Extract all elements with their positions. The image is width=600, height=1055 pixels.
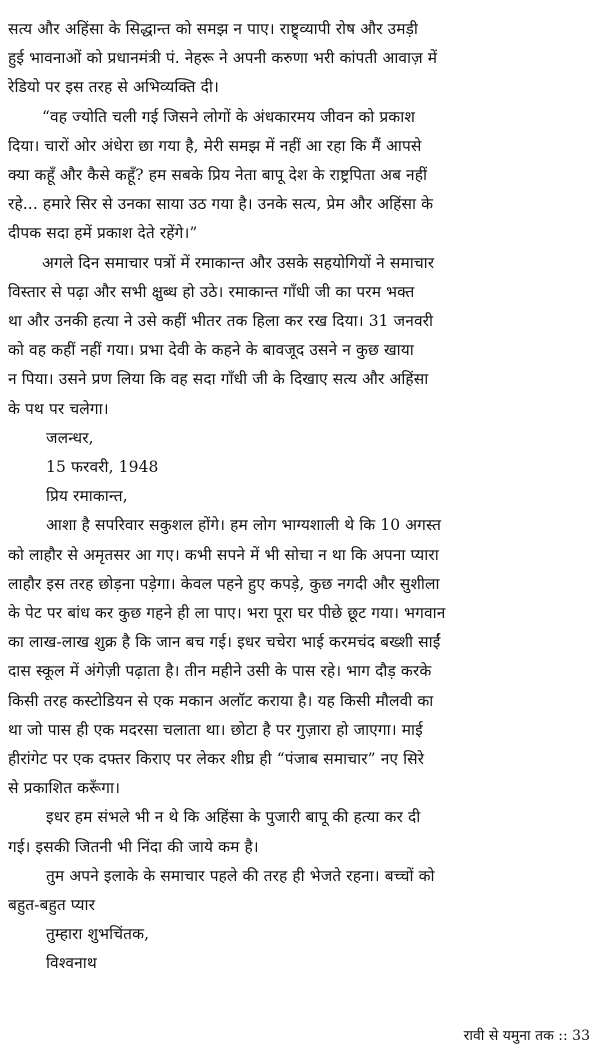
- text-line: किसी तरह कस्टोडियन से एक मकान अलॉट कराया है। यह किसी मौलवी का: [8, 691, 434, 710]
- text-line: रेडियो पर इस तरह से अभिव्यक्ति दी।: [8, 78, 219, 97]
- letter-date: 15 फरवरी, 1948: [46, 458, 159, 476]
- letter-salutation: प्रिय रमाकान्त,: [46, 487, 128, 506]
- text-line: तुम अपने इलाके के समाचार पहले की तरह ही भेजते रहना। बच्चों को: [46, 866, 435, 885]
- text-line: “वह ज्योति चली गई जिसने लोगों के अंधकारमय जीवन को प्रकाश: [42, 107, 415, 126]
- text-line: था और उनकी हत्या ने उसे कहीं भीतर तक हिला कर रख दिया। 31 जनवरी: [8, 312, 434, 330]
- letter-place: जलन्धर,: [46, 428, 94, 447]
- text-line: था जो पास ही एक मदरसा चलाता था। छोटा है पर गुज़ारा हो जाएगा। माई: [8, 720, 423, 739]
- text-line: के पथ पर चलेगा।: [8, 399, 109, 418]
- text-line: दीपक सदा हमें प्रकाश देते रहेंगे।”: [8, 224, 198, 243]
- page-footer: रावी से यमुना तक :: 33: [463, 1028, 590, 1044]
- letter-closing: तुम्हारा शुभचिंतक,: [46, 925, 150, 944]
- text-line: दिया। चारों ओर अंधेरा छा गया है, मेरी समझ में नहीं आ रहा कि मैं आपसे: [8, 136, 422, 155]
- text-line: गई। इसकी जितनी भी निंदा की जाये कम है।: [8, 837, 259, 856]
- text-line: हुई भावनाओं को प्रधानमंत्री पं. नेहरू ने अपनी करुणा भरी कांपती आवाज़ में: [8, 49, 438, 68]
- text-line: को लाहौर से अमृतसर आ गए। कभी सपने में भी सोचा न था कि अपना प्यारा: [8, 545, 439, 564]
- text-line: सत्य और अहिंसा के सिद्धान्त को समझ न पाए। राष्ट्र्व्यापी रोष और उमड़ी: [8, 20, 419, 38]
- letter-signature: विश्वनाथ: [46, 954, 97, 973]
- text-line: दास स्कूल में अंगेज़ी पढ़ाता है। तीन महीने उसी के पास रहे। भाग दौड़ करके: [8, 662, 432, 681]
- text-line: से प्रकाशित करूँगा।: [8, 779, 121, 798]
- text-line: इधर हम संभले भी न थे कि अहिंसा के पुजारी बापू की हत्या कर दी: [46, 808, 421, 827]
- text-line: क्या कहूँ और कैसे कहूँ? हम सबके प्रिय नेता बापू देश के राष्ट्रपिता अब नहीं: [8, 166, 428, 184]
- text-line: को वह कहीं नहीं गया। प्रभा देवी के कहने के बावजूद उसने न कुछ खाया: [8, 341, 414, 360]
- text-line: बहुत-बहुत प्यार: [8, 896, 96, 914]
- text-line: विस्तार से पढ़ा और सभी क्षुब्ध हो उठे। रमाकान्त गाँधी जी का परम भक्त: [8, 282, 415, 301]
- text-line: हीरांगेट पर एक दफ्तर किराए पर लेकर शीघ्र ही “पंजाब समाचार” नए सिरे: [8, 750, 425, 768]
- book-page: [8, 0, 592, 1055]
- text-line: का लाख-लाख शुक्र है कि जान बच गई। इधर चचेरा भाई करमचंद बख्शी साईं: [8, 633, 441, 652]
- text-line: रहे... हमारे सिर से उनका साया उठ गया है। उनके सत्य, प्रेम और अहिंसा के: [8, 195, 434, 214]
- text-line: अगले दिन समाचार पत्रों में रमाकान्त और उसके सहयोगियों ने समाचार: [42, 253, 435, 272]
- text-line: न पिया। उसने प्रण लिया कि वह सदा गाँधी जी के दिखाए सत्य और अहिंसा: [8, 370, 429, 389]
- text-line: आशा है सपरिवार सकुशल होंगे। हम लोग भाग्यशाली थे कि 10 अगस्त: [46, 516, 442, 535]
- text-line: के पेट पर बांध कर कुछ गहने ही ला पाए। भरा पूरा घर पीछे छूट गया। भगवान: [8, 604, 446, 622]
- text-line: लाहौर इस तरह छोड़ना पड़ेगा। केवल पहने हुए कपड़े, कुछ नगदी और सुशीला: [8, 574, 440, 593]
